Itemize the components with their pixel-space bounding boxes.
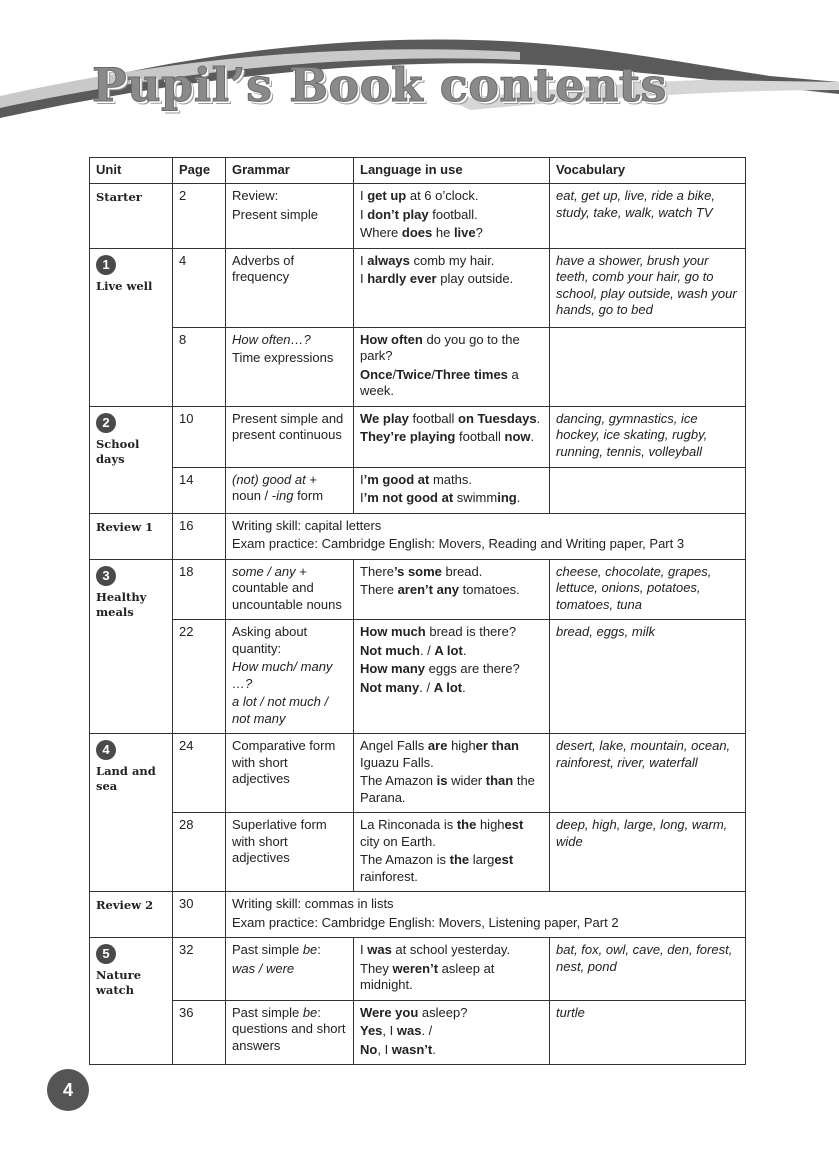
page-number-cell: 14 [173, 467, 226, 513]
grammar-cell [226, 559, 354, 620]
page-number-cell: 36 [173, 1000, 226, 1065]
language-cell [354, 248, 550, 327]
table-row [90, 248, 746, 327]
table-row [90, 620, 746, 734]
column-header-grammar: Grammar [226, 158, 354, 184]
page-number-cell: 18 [173, 559, 226, 620]
grammar-line: Adverbs of frequency [232, 252, 295, 284]
column-header-page: Page [173, 158, 226, 184]
grammar-cell [226, 620, 354, 734]
page-number-cell: 28 [173, 813, 226, 892]
grammar-line: Present simple and present continuous [232, 410, 344, 442]
page-number-cell: 8 [173, 327, 226, 406]
page-number-badge: 4 [47, 1069, 89, 1111]
grammar-line: Time expressions [232, 350, 334, 365]
page-header [0, 0, 839, 140]
review-line: Writing skill: commas in lists [232, 896, 394, 911]
vocabulary-cell [550, 327, 746, 406]
language-line: I was at school yesterday. [360, 942, 511, 957]
language-line: Were you asleep? [360, 1004, 468, 1020]
language-cell [354, 734, 550, 813]
table-row [90, 467, 746, 513]
grammar-line: a lot / not much / not many [232, 694, 329, 726]
grammar-line: Past simple be: questions and short answers [232, 1004, 346, 1053]
table-row [90, 513, 746, 559]
review-line: Writing skill: capital letters [232, 517, 382, 533]
grammar-cell [226, 734, 354, 813]
page-title: Pupil’s Book contents [92, 58, 667, 112]
unit-number-badge: 3 [96, 566, 116, 586]
page-number-cell: 16 [173, 513, 226, 559]
language-line: I always comb my hair. [360, 252, 495, 268]
page-number-cell: 32 [173, 938, 226, 1001]
grammar-line: How much/ many …? [232, 659, 333, 691]
language-line: There’s some bread. [360, 563, 483, 579]
unit-name: Land and sea [96, 764, 156, 793]
grammar-cell [226, 1000, 354, 1065]
vocabulary-cell [550, 467, 746, 513]
page-number-cell: 24 [173, 734, 226, 813]
vocabulary-cell: have a shower, brush your teeth, comb your hair, go to school, play outside, wash your hands, go to bed [550, 248, 746, 327]
language-line: Once/Twice/Three times a week. [360, 366, 519, 398]
unit-name-starter: Starter [90, 184, 173, 249]
language-cell [354, 1000, 550, 1065]
table-row [90, 327, 746, 406]
language-line: They weren’t asleep at midnight. [360, 960, 495, 992]
language-line: I hardly ever play outside. [360, 271, 514, 286]
unit-number-badge: 5 [96, 944, 116, 964]
unit-name-review-2: Review 2 [90, 892, 173, 938]
language-cell [354, 813, 550, 892]
language-line: I’m good at maths. [360, 471, 472, 487]
vocabulary-cell: deep, high, large, long, warm, wide [550, 813, 746, 892]
column-header-vocabulary: Vocabulary [550, 158, 746, 184]
table-row [90, 184, 746, 249]
grammar-cell [226, 327, 354, 406]
language-line: I don’t play football. [360, 206, 478, 222]
language-cell [354, 184, 550, 249]
language-line: How much bread is there? [360, 624, 517, 639]
page-number-cell: 2 [173, 184, 226, 249]
unit-name: Healthy meals [96, 589, 147, 619]
grammar-cell [226, 406, 354, 467]
table-row [90, 559, 746, 620]
unit-number-badge: 2 [96, 413, 116, 433]
language-cell [354, 620, 550, 734]
grammar-cell [226, 938, 354, 1001]
grammar-cell [226, 184, 354, 249]
language-line: I’m not good at swimming. [360, 490, 521, 505]
table-row [90, 813, 746, 892]
unit-number-badge: 4 [96, 740, 116, 760]
language-line: I get up at 6 o’clock. [360, 188, 479, 203]
grammar-line: Asking about quantity: [232, 624, 308, 656]
grammar-line: Superlative form with short adjectives [232, 817, 327, 865]
table-row [90, 1000, 746, 1065]
unit-cell-4 [90, 734, 173, 892]
language-line: We play football on Tuesdays. [360, 410, 541, 426]
vocabulary-cell: bat, fox, owl, cave, den, forest, nest, pond [550, 938, 746, 1001]
language-line: Where does he live? [360, 225, 483, 240]
unit-name-review-1: Review 1 [90, 513, 173, 559]
vocabulary-cell: eat, get up, live, ride a bike, study, take, walk, watch TV [550, 184, 746, 249]
header-row [90, 158, 746, 184]
grammar-cell [226, 248, 354, 327]
language-line: La Rinconada is the highest city on Earth. [360, 817, 524, 849]
grammar-line: (not) good at + noun / -ing form [232, 471, 324, 503]
page-number-cell: 4 [173, 248, 226, 327]
unit-name: Live well [96, 278, 153, 293]
unit-name: School days [96, 436, 140, 466]
unit-cell-2 [90, 406, 173, 513]
column-header-unit: Unit [90, 158, 173, 184]
grammar-line: was / were [232, 960, 295, 976]
table-row [90, 734, 746, 813]
language-line: No, I wasn’t. [360, 1041, 436, 1057]
vocabulary-cell: bread, eggs, milk [550, 620, 746, 734]
page-number-cell: 30 [173, 892, 226, 938]
language-line: Not much. / A lot. [360, 642, 467, 658]
language-line: The Amazon is the largest rainforest. [360, 852, 514, 884]
grammar-line: Review: [232, 188, 279, 203]
language-line: How many eggs are there? [360, 661, 520, 676]
language-line: How often do you go to the park? [360, 331, 520, 363]
language-line: Angel Falls are higher than Iguazu Falls. [360, 738, 519, 770]
vocabulary-cell: desert, lake, mountain, ocean, rainforest, river, waterfall [550, 734, 746, 813]
grammar-cell [226, 813, 354, 892]
grammar-line: Comparative form with short adjectives [232, 738, 336, 786]
page-number-cell: 10 [173, 406, 226, 467]
review-line: Exam practice: Cambridge English: Movers, Listening paper, Part 2 [232, 914, 619, 930]
unit-cell-3 [90, 559, 173, 734]
grammar-line: Past simple be: [232, 942, 321, 957]
review-cell [226, 892, 746, 938]
table-row [90, 938, 746, 1001]
language-line: Not many. / A lot. [360, 679, 466, 695]
table-row [90, 892, 746, 938]
contents-table [89, 157, 746, 1065]
language-line: The Amazon is wider than the Parana. [360, 773, 535, 805]
unit-name: Nature watch [96, 968, 142, 997]
language-cell [354, 406, 550, 467]
grammar-line: Present simple [232, 206, 318, 222]
grammar-line: How often…? [232, 331, 311, 347]
language-line: They’re playing football now. [360, 429, 535, 444]
review-line: Exam practice: Cambridge English: Movers, Reading and Writing paper, Part 3 [232, 536, 685, 551]
unit-cell-5 [90, 938, 173, 1065]
unit-cell-1 [90, 248, 173, 406]
language-cell [354, 559, 550, 620]
page-number-cell: 22 [173, 620, 226, 734]
language-line: There aren’t any tomatoes. [360, 582, 520, 597]
vocabulary-cell: cheese, chocolate, grapes, lettuce, onions, potatoes, tomatoes, tuna [550, 559, 746, 620]
grammar-line: some / any + countable and uncountable nouns [232, 563, 342, 612]
grammar-cell [226, 467, 354, 513]
table-row [90, 406, 746, 467]
language-line: Yes, I was. / [360, 1023, 433, 1038]
unit-number-badge: 1 [96, 255, 116, 275]
language-cell [354, 467, 550, 513]
review-cell [226, 513, 746, 559]
vocabulary-cell: dancing, gymnastics, ice hockey, ice skating, rugby, running, tennis, volleyball [550, 406, 746, 467]
vocabulary-cell: turtle [550, 1000, 746, 1065]
language-cell [354, 938, 550, 1001]
language-cell [354, 327, 550, 406]
column-header-language: Language in use [354, 158, 550, 184]
